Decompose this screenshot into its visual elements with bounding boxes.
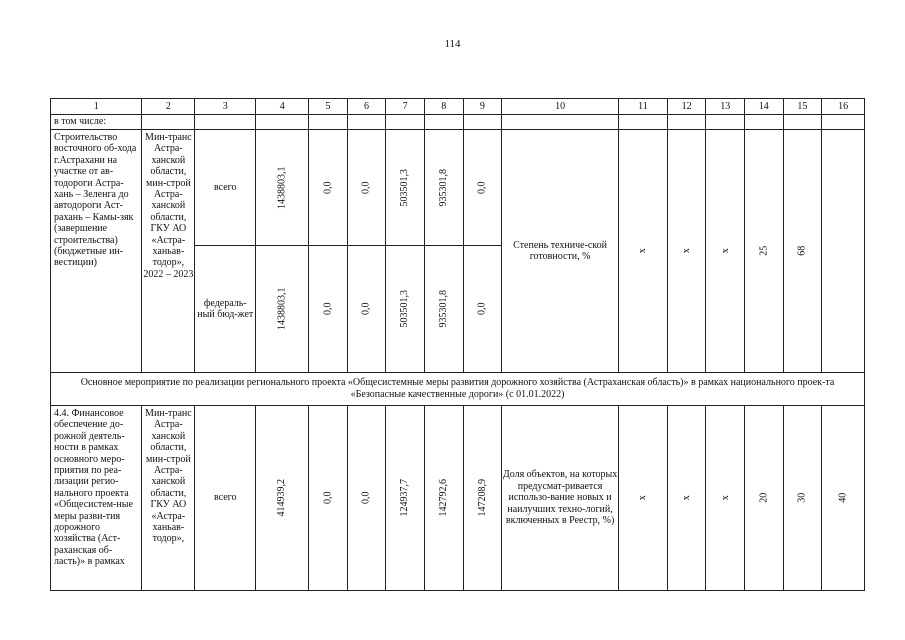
value-cell: [309, 130, 348, 246]
value-cell: [424, 406, 463, 591]
indicator-value: [667, 130, 706, 373]
empty-cell: [667, 115, 706, 130]
value-text: 0,0: [322, 181, 334, 194]
value-text: 0,0: [360, 491, 372, 505]
indicator-text: х: [680, 495, 692, 501]
header-cell: 15: [783, 99, 822, 115]
empty-cell: [463, 115, 502, 130]
header-cell: 4: [256, 99, 309, 115]
value-text: 1438803,1: [276, 166, 288, 209]
value-text: 0,0: [322, 491, 334, 505]
value-text: 0,0: [322, 302, 334, 316]
value-text: 503501,3: [399, 168, 411, 207]
section-title: Основное мероприятие по реализации регионального проекта «Общесистемные меры развития дорожного хозяйства (Астраханская область)» в рамках национального проек-та «Безопасные качественные дороги» (с 01.01.2022): [51, 373, 865, 406]
value-text: 414939,2: [276, 479, 288, 517]
value-text: 0,0: [360, 181, 372, 194]
value-text: 0,0: [360, 302, 372, 316]
indicator-text: 68: [796, 246, 808, 256]
header-cell: 16: [822, 99, 865, 115]
value-cell: [309, 246, 348, 373]
header-cell: 12: [667, 99, 706, 115]
indicator-text: х: [719, 248, 731, 254]
value-text: 0,0: [476, 302, 488, 316]
value-cell: [463, 406, 502, 591]
value-cell: [463, 246, 502, 373]
indicator-text: 25: [758, 246, 770, 256]
section-band-row: [51, 373, 865, 406]
empty-cell: [309, 115, 348, 130]
indicator-value: [822, 130, 865, 373]
value-cell: [386, 246, 425, 373]
header-cell: 8: [424, 99, 463, 115]
value-cell: [347, 130, 386, 246]
executor-cell: Мин-транс Астра-ханской области, мин-строй Астра-ханской области, ГКУ АО «Астра-ханьав-тодор», 2022 – 2023: [142, 130, 195, 373]
header-cell: 6: [347, 99, 386, 115]
value-text: 147208,9: [476, 479, 488, 517]
value-cell: [256, 406, 309, 591]
funding-source: федераль-ный бюд-жет: [195, 246, 256, 373]
empty-cell: [822, 115, 865, 130]
activity-name: 4.4. Финансовое обеспечение до-рожной деятель-ности в рамках основного меро-приятия по реа-лизации регио-нального проекта «Общесистем-ные меры разви-тия дорожного хозяйства (Аст-раханская об-ласть)» в рамках: [51, 406, 142, 591]
indicator-value: [619, 130, 668, 373]
empty-cell: [256, 115, 309, 130]
value-cell: [256, 246, 309, 373]
value-text: 935301,8: [438, 290, 450, 328]
value-text: 503501,3: [399, 290, 411, 328]
activity-name: Строительство восточного об-хода г.Астрахани на участке от ав-тодороги Астра-хань – Зеленга до автодороги Аст-рахань – Камы-зяк (завершение строительства) (бюджетные ин-вестиции): [51, 130, 142, 373]
indicator-name: Степень техниче-ской готовности, %: [502, 130, 619, 373]
indicator-value: [619, 406, 668, 591]
value-cell: [309, 406, 348, 591]
header-cell: 11: [619, 99, 668, 115]
indicator-text: 30: [796, 493, 808, 503]
indicator-value: [706, 406, 745, 591]
indicator-name: Доля объектов, на которых предусмат-ривается использо-вание новых и наилучших техно-логий, включенных в Реестр, %): [502, 406, 619, 591]
indicator-value: [783, 130, 822, 373]
indicator-value: [667, 406, 706, 591]
table-row-financing: [51, 406, 865, 591]
value-cell: [386, 130, 425, 246]
value-cell: [386, 406, 425, 591]
indicator-value: [745, 130, 784, 373]
subheader-row: [51, 115, 865, 130]
indicator-text: х: [719, 495, 731, 501]
header-row: [51, 99, 865, 115]
subheader-label: в том числе:: [51, 115, 142, 130]
executor-cell: Мин-транс Астра-ханской области, мин-строй Астра-ханской области, ГКУ АО «Астра-ханьав-тодор»,: [142, 406, 195, 591]
empty-cell: [745, 115, 784, 130]
header-cell: 10: [502, 99, 619, 115]
indicator-value: [745, 406, 784, 591]
empty-cell: [195, 115, 256, 130]
indicator-text: х: [637, 495, 649, 501]
indicator-value: [822, 406, 865, 591]
value-cell: [347, 246, 386, 373]
empty-cell: [783, 115, 822, 130]
value-text: 1438803,1: [276, 287, 288, 331]
empty-cell: [424, 115, 463, 130]
value-cell: [463, 130, 502, 246]
header-cell: 13: [706, 99, 745, 115]
value-cell: [424, 130, 463, 246]
page-number: 114: [444, 38, 461, 50]
value-cell: [424, 246, 463, 373]
empty-cell: [347, 115, 386, 130]
value-cell: [256, 130, 309, 246]
table-row-construction-total: [51, 130, 865, 246]
header-cell: 14: [745, 99, 784, 115]
indicator-text: 20: [758, 493, 770, 503]
header-cell: 9: [463, 99, 502, 115]
indicator-value: [706, 130, 745, 373]
empty-cell: [619, 115, 668, 130]
empty-cell: [142, 115, 195, 130]
empty-cell: [706, 115, 745, 130]
value-text: 124937,7: [399, 479, 411, 517]
empty-cell: [502, 115, 619, 130]
header-cell: 5: [309, 99, 348, 115]
header-cell: 7: [386, 99, 425, 115]
header-cell: 1: [51, 99, 142, 115]
funding-source: всего: [195, 130, 256, 246]
indicator-text: х: [637, 248, 649, 254]
empty-cell: [386, 115, 425, 130]
value-text: 935301,8: [438, 168, 450, 207]
indicator-value: [783, 406, 822, 591]
funding-source: всего: [195, 406, 256, 591]
value-text: 0,0: [476, 181, 488, 194]
indicator-text: 40: [837, 493, 849, 503]
program-table: [50, 98, 865, 591]
indicator-text: х: [680, 248, 692, 254]
header-cell: 3: [195, 99, 256, 115]
value-cell: [347, 406, 386, 591]
value-text: 142792,6: [438, 479, 450, 517]
header-cell: 2: [142, 99, 195, 115]
